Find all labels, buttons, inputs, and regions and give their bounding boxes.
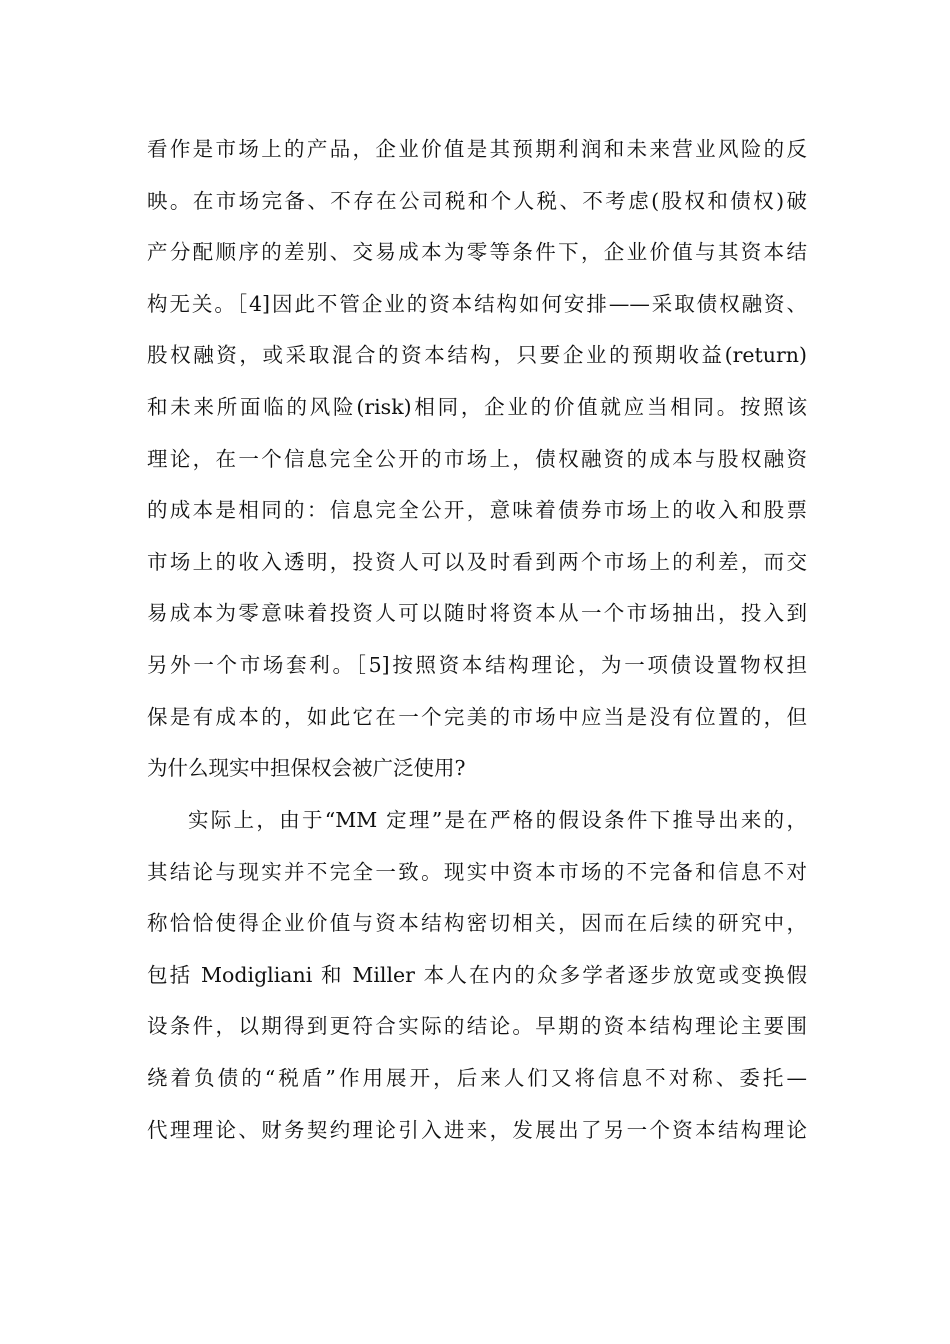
paragraph-1 [147, 124, 807, 795]
text-line: 绕着负债的“税盾”作用展开，后来人们又将信息不对称、委托— [147, 1065, 807, 1090]
text-line: 和未来所面临的风险(risk)相同，企业的价值就应当相同。按照该 [147, 394, 807, 419]
text-line: 称恰恰使得企业价值与资本结构密切相关，因而在后续的研究中， [147, 911, 807, 936]
text-line: 代理理论、财务契约理论引入进来，发展出了另一个资本结构理论 [147, 1117, 807, 1142]
text-line: 包括 Modigliani 和 Miller 本人在内的众多学者逐步放宽或变换假 [147, 962, 807, 987]
text-line: 看作是市场上的产品，企业价值是其预期利润和未来营业风险的反 [147, 137, 807, 161]
text-line: 实际上，由于“MM 定理”是在严格的假设条件下推导出来的， [188, 808, 807, 832]
text-line: 其结论与现实并不完全一致。现实中资本市场的不完备和信息不对 [147, 859, 807, 884]
text-line: 映。在市场完备、不存在公司税和个人税、不考虑(股权和债权)破 [147, 188, 807, 213]
text-line: 易成本为零意味着投资人可以随时将资本从一个市场抽出，投入到 [147, 601, 807, 626]
text-line: 构无关。［4]因此不管企业的资本结构如何安排——采取债权融资、 [147, 291, 807, 316]
text-line: 保是有成本的，如此它在一个完美的市场中应当是没有位置的，但 [147, 704, 807, 729]
paragraph-2 [147, 795, 807, 1156]
text-line: 市场上的收入透明，投资人可以及时看到两个市场上的利差，而交 [147, 549, 807, 574]
text-line: 产分配顺序的差别、交易成本为零等条件下，企业价值与其资本结 [147, 240, 807, 265]
text-line: 股权融资，或采取混合的资本结构，只要企业的预期收益(return) [147, 343, 807, 368]
text-line: 理论，在一个信息完全公开的市场上，债权融资的成本与股权融资 [147, 446, 807, 471]
text-line: 的成本是相同的：信息完全公开，意味着债券市场上的收入和股票 [147, 498, 807, 523]
text-line: 设条件，以期得到更符合实际的结论。早期的资本结构理论主要围 [147, 1014, 807, 1039]
text-line: 为什么现实中担保权会被广泛使用? [147, 756, 466, 781]
text-line: 另外一个市场套利。［5]按照资本结构理论，为一项债设置物权担 [147, 652, 807, 677]
